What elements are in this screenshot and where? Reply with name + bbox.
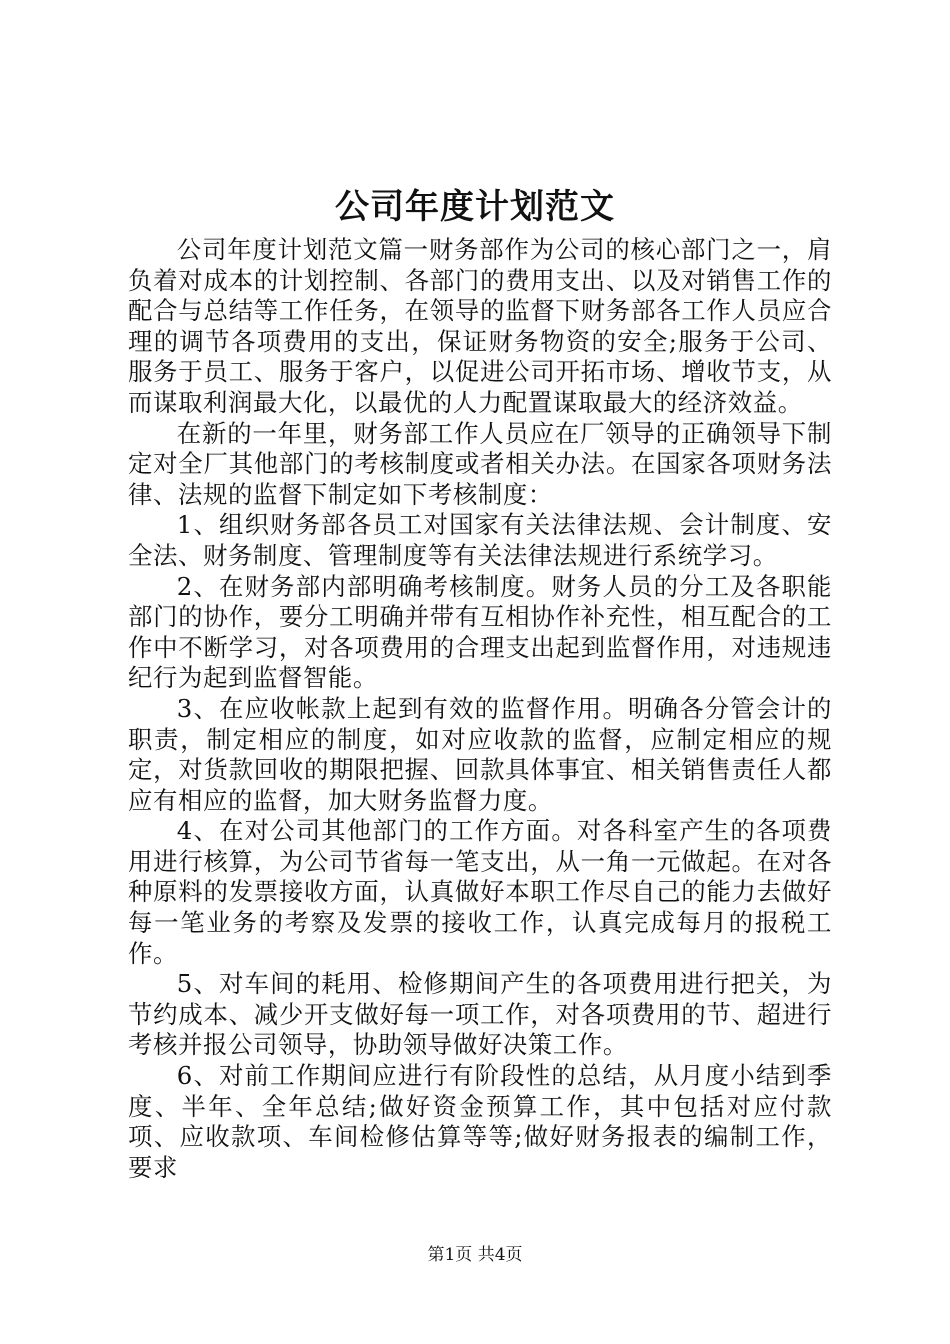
paragraph-new-year: 在新的一年里，财务部工作人员应在厂领导的正确领导下制定对全厂其他部门的考核制度或者相关办法。在国家各项财务法律、法规的监督下制定如下考核制度： <box>128 418 832 509</box>
paragraph-intro: 公司年度计划范文篇一财务部作为公司的核心部门之一，肩负着对成本的计划控制、各部门的费用支出、以及对销售工作的配合与总结等工作任务，在领导的监督下财务部各工作人员应合理的调节各项费用的支出，保证财务物资的安全;服务于公司、服务于员工、服务于客户，以促进公司开拓市场、增收节支，从而谋取利润最大化，以最优的人力配置谋取最大的经济效益。 <box>128 235 832 417</box>
paragraph-item-3: 3、在应收帐款上起到有效的监督作用。明确各分管会计的职责，制定相应的制度，如对应收款的监督，应制定相应的规定，对货款回收的期限把握、回款具体事宜、相关销售责任人都应有相应的监督，加大财务监督力度。 <box>128 693 832 815</box>
paragraph-item-5: 5、对车间的耗用、检修期间产生的各项费用进行把关，为节约成本、减少开支做好每一项工作，对各项费用的节、超进行考核并报公司领导，协助领导做好决策工作。 <box>128 969 832 1060</box>
paragraph-item-4: 4、在对公司其他部门的工作方面。对各科室产生的各项费用进行核算，为公司节省每一笔支出，从一角一元做起。在对各种原料的发票接收方面，认真做好本职工作尽自己的能力去做好每一笔业务的考察及发票的接收工作，认真完成每月的报税工作。 <box>128 816 832 968</box>
page-number-footer: 第1页 共4页 <box>427 1245 523 1265</box>
paragraph-item-6: 6、对前工作期间应进行有阶段性的总结，从月度小结到季度、半年、全年总结;做好资金预算工作，其中包括对应付款项、应收款项、车间检修估算等等;做好财务报表的编制工作，要求 <box>128 1061 832 1182</box>
paragraph-item-1: 1、组织财务部各员工对国家有关法律法规、会计制度、安全法、财务制度、管理制度等有关法律法规进行系统学习。 <box>128 510 832 570</box>
document-body <box>128 235 832 1183</box>
paragraph-item-2: 2、在财务部内部明确考核制度。财务人员的分工及各职能部门的协作，要分工明确并带有互相协作补充性，相互配合的工作中不断学习，对各项费用的合理支出起到监督作用，对违规违纪行为起到监督智能。 <box>128 571 832 693</box>
document-title: 公司年度计划范文 <box>335 187 615 227</box>
